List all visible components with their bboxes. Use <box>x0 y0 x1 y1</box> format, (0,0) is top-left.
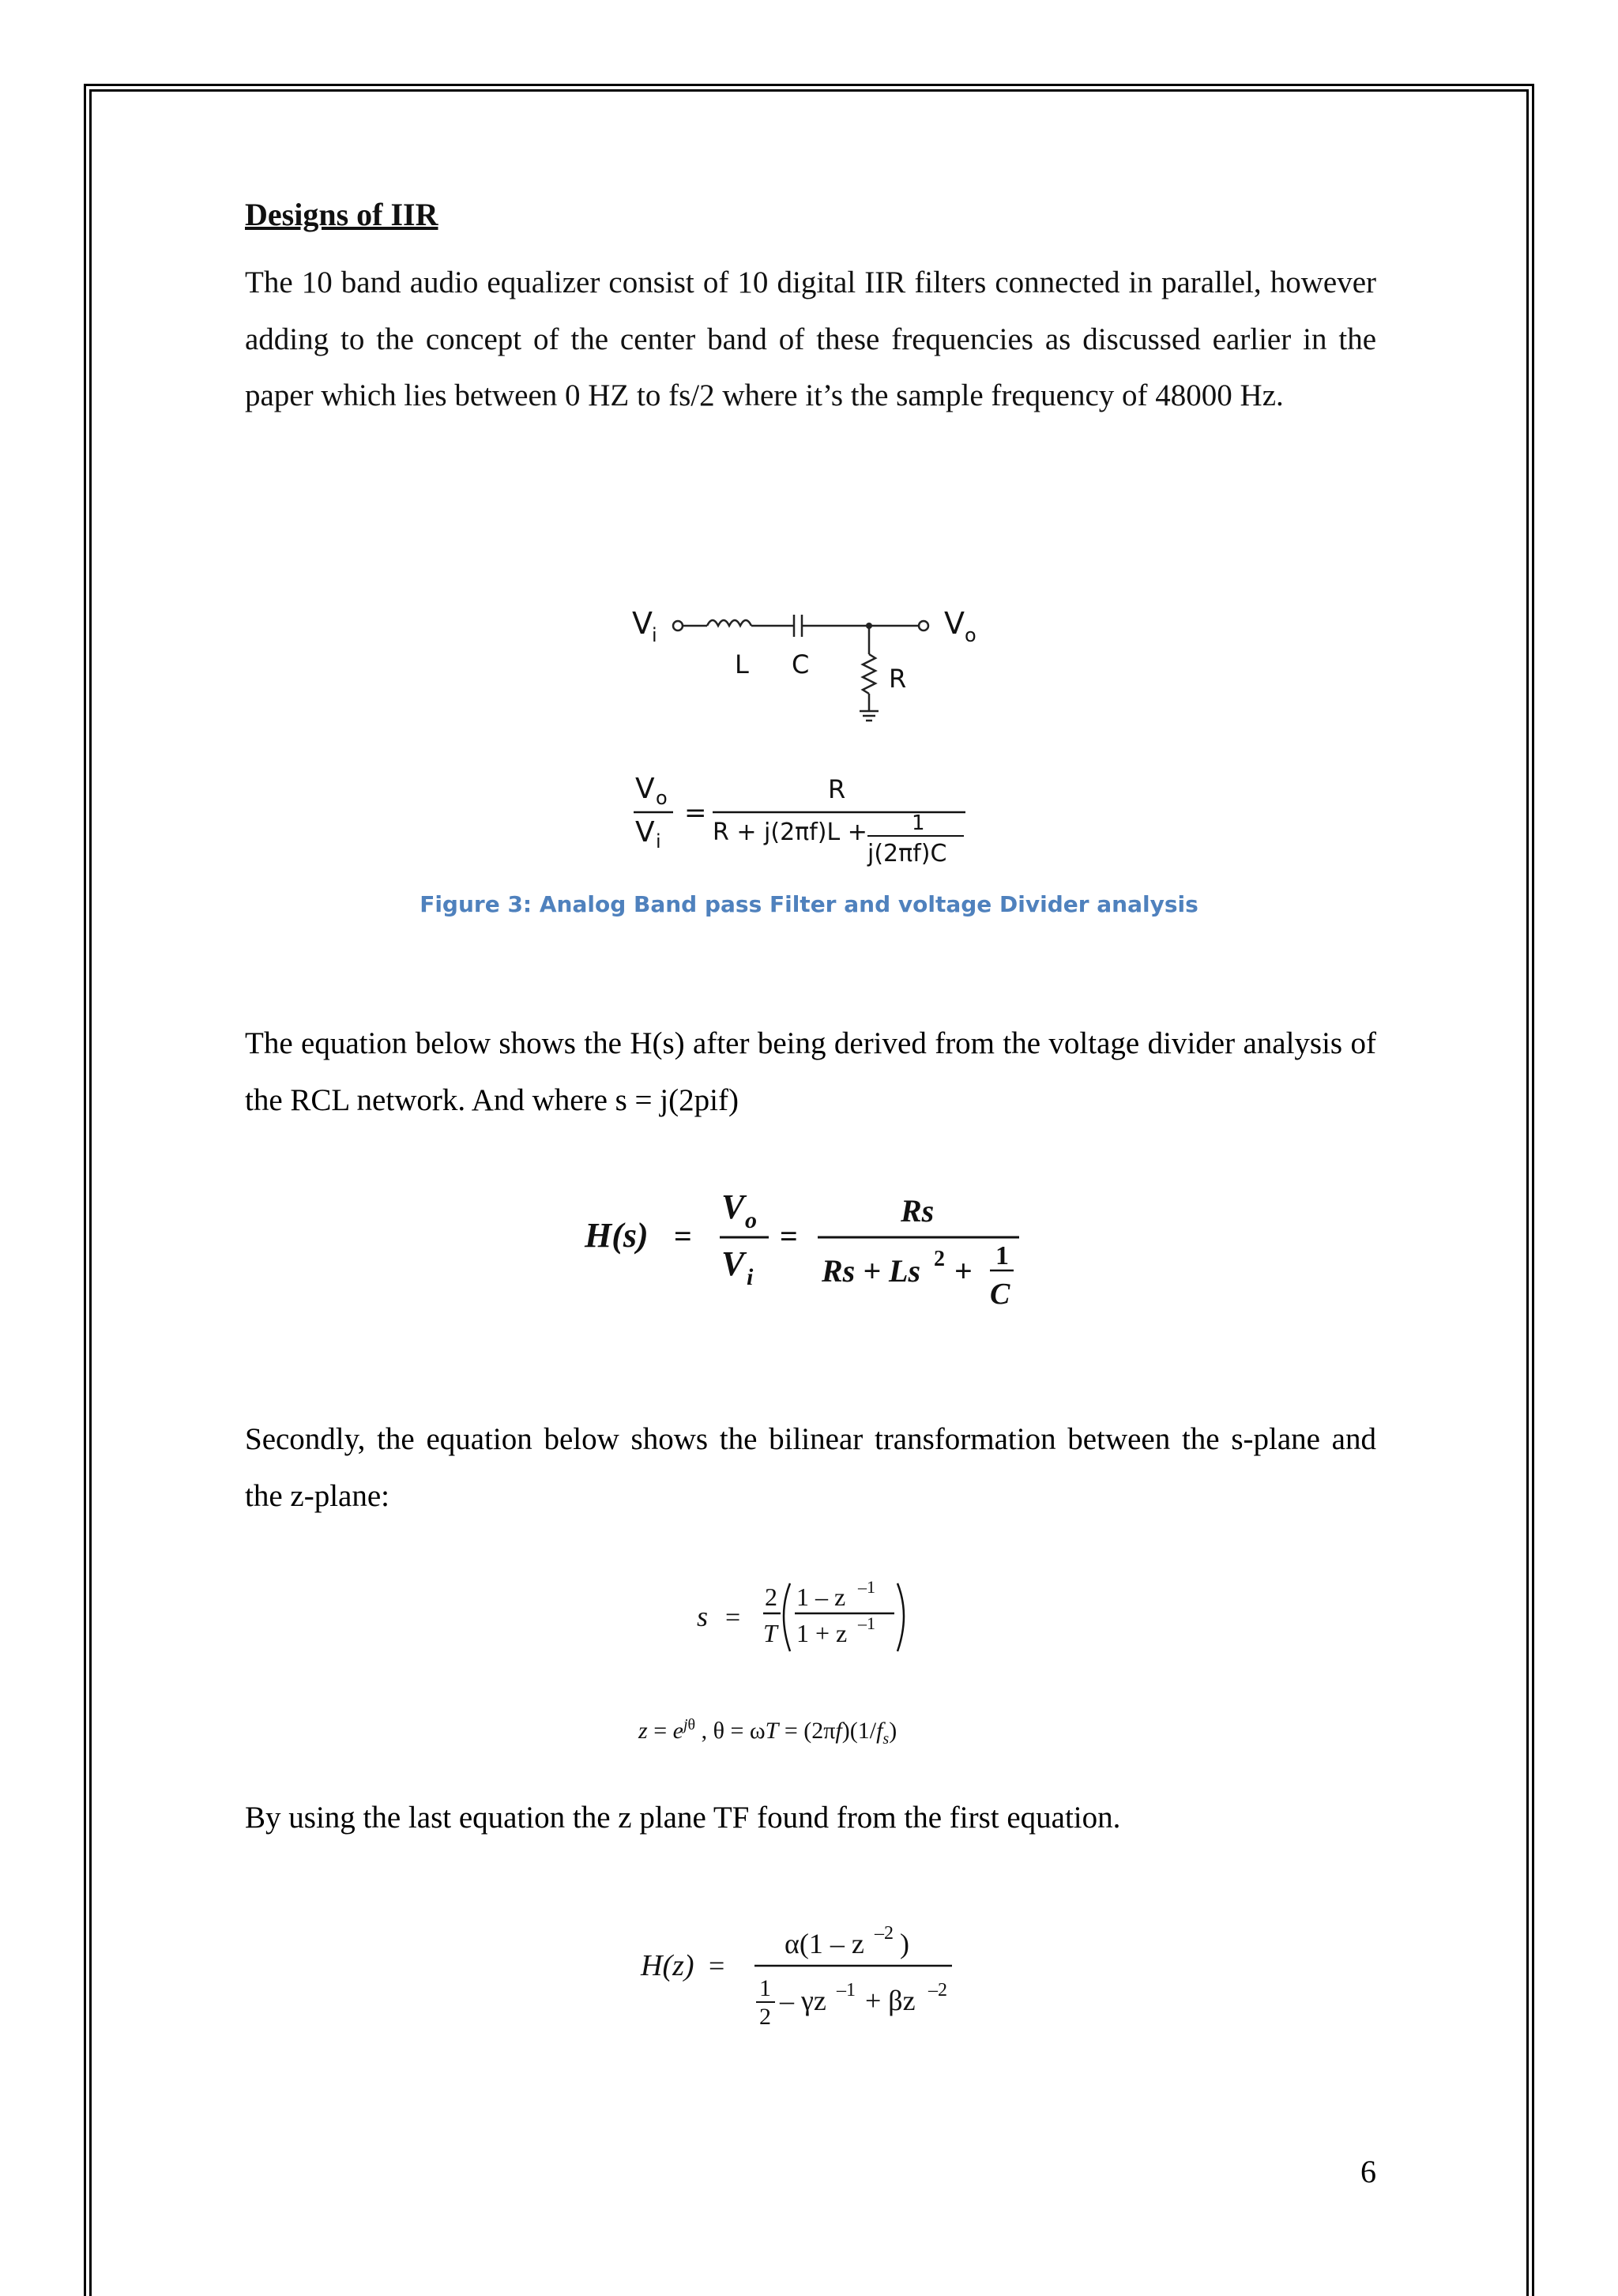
svg-text:=: = <box>780 1218 798 1254</box>
hs-equation <box>581 1177 1039 1335</box>
svg-text:o: o <box>656 787 668 809</box>
svg-text:– γz: – γz <box>780 1985 826 2016</box>
paragraph-intro: The 10 band audio equalizer consist of 10 digital IIR filters connected in parallel, however adding to the concept of the center band of these frequencies as discussed earlier in the paper which lies between 0 HZ to fs/2 where it’s the sample frequency of 48000 Hz. <box>245 265 1376 412</box>
svg-text:s: s <box>697 1601 709 1632</box>
page-number: 6 <box>1360 2154 1376 2189</box>
svg-text:V: V <box>635 816 655 849</box>
svg-text:H(z): H(z) <box>641 1949 694 1982</box>
capacitor-label: C <box>792 649 810 679</box>
svg-text:+: + <box>954 1253 973 1289</box>
svg-text:1: 1 <box>912 811 925 835</box>
svg-text:C: C <box>990 1278 1010 1311</box>
svg-text:Rs + Ls: Rs + Ls <box>822 1253 921 1289</box>
svg-text:+ βz: + βz <box>865 1985 916 2016</box>
z-definition: $z = e^{j\theta}$ , $\theta = \omega T = (2\pi f)(1/f_s)$ <box>638 1716 897 1748</box>
svg-text:j(2πf)C: j(2πf)C <box>867 840 947 868</box>
svg-text:1 – z: 1 – z <box>796 1583 846 1611</box>
vi-label: V <box>632 606 653 641</box>
figure-caption: Figure 3: Analog Band pass Filter and voltage Divider analysis <box>420 891 1198 917</box>
svg-text:α(1 – z: α(1 – z <box>785 1928 864 1959</box>
svg-text:2: 2 <box>759 2004 771 2030</box>
divider-equation <box>634 773 965 868</box>
inductor-symbol <box>707 620 751 626</box>
svg-text:=: = <box>725 1603 741 1632</box>
svg-text:Rs: Rs <box>901 1193 935 1229</box>
svg-text:–2: –2 <box>875 1923 894 1944</box>
svg-text:2: 2 <box>934 1247 945 1271</box>
svg-text:V: V <box>721 1188 745 1226</box>
inductor-label: L <box>735 649 749 679</box>
svg-text:1 + z: 1 + z <box>796 1619 848 1647</box>
svg-text:i: i <box>747 1264 754 1290</box>
text-column-3 <box>245 1411 1376 1524</box>
svg-text:1: 1 <box>995 1241 1009 1270</box>
text-column-2 <box>245 1015 1376 1128</box>
svg-text:H(s): H(s) <box>585 1216 649 1255</box>
resistor-label: R <box>889 664 907 694</box>
svg-text:): ) <box>900 1928 909 1959</box>
text-column-4 <box>245 1790 1376 1846</box>
svg-text:–1: –1 <box>858 1577 875 1597</box>
svg-text:V: V <box>721 1244 745 1283</box>
paragraph-bilinear-intro: Secondly, the equation below shows the bilinear transformation between the s-plane and the z-plane: <box>245 1422 1376 1513</box>
input-terminal <box>673 621 683 630</box>
svg-text:–2: –2 <box>928 1980 947 2001</box>
vo-label: V <box>944 606 965 641</box>
svg-text:T: T <box>763 1619 777 1647</box>
hz-equation <box>636 1920 976 2031</box>
resistor-symbol <box>863 654 875 694</box>
svg-text:i: i <box>656 830 661 853</box>
svg-text:2: 2 <box>765 1583 777 1611</box>
section-heading: Designs of IIR <box>245 197 438 232</box>
svg-text:o: o <box>745 1207 757 1233</box>
svg-text:V: V <box>635 773 655 805</box>
vo-sub: o <box>965 624 976 646</box>
circuit-diagram <box>616 600 995 901</box>
text-column <box>245 190 1376 424</box>
svg-text:R: R <box>828 774 846 804</box>
svg-text:–1: –1 <box>837 1980 856 2001</box>
bilinear-equation <box>687 1572 932 1659</box>
svg-text:=: = <box>684 797 707 829</box>
paragraph-hs-intro: The equation below shows the H(s) after being derived from the voltage divider analysis of the RCL network. And where s = j(2pif) <box>245 1026 1376 1117</box>
vi-sub: i <box>652 624 657 646</box>
svg-text:=: = <box>709 1950 725 1982</box>
bilinear-den-exp: –1 <box>858 1613 875 1633</box>
svg-text:R + j(2πf)L +: R + j(2πf)L + <box>713 819 867 846</box>
output-terminal <box>919 621 928 630</box>
svg-text:1: 1 <box>759 1975 771 2001</box>
svg-text:=: = <box>674 1218 692 1254</box>
paragraph-hz-intro: By using the last equation the z plane TF found from the first equation. <box>245 1801 1121 1835</box>
